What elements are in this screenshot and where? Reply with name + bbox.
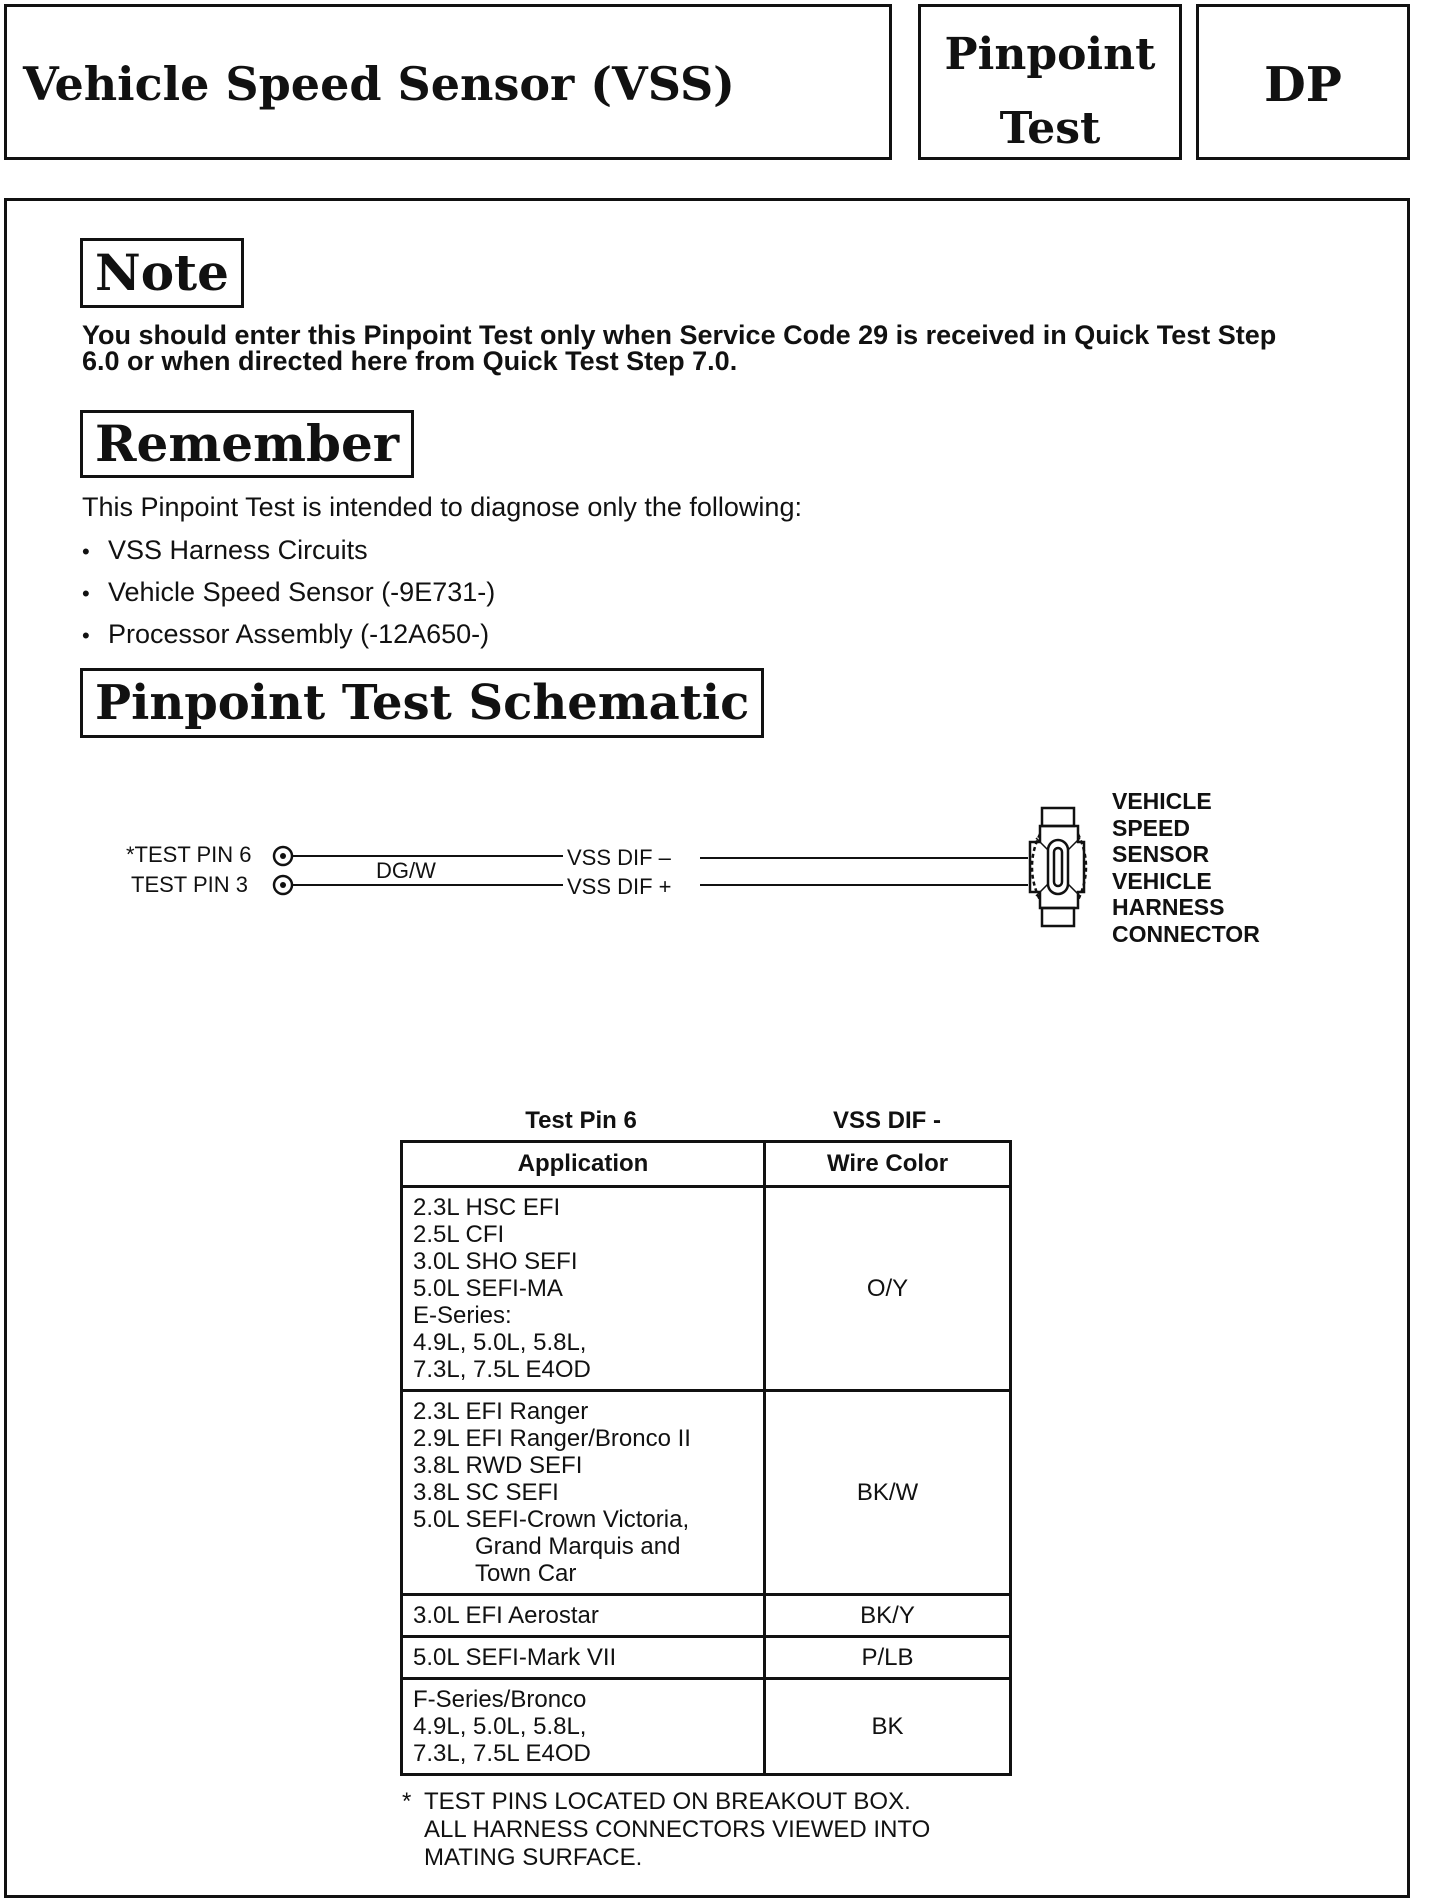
test-pin-3-label: TEST PIN 3: [131, 872, 248, 897]
column-header-application: Application: [402, 1142, 765, 1187]
test-pin-6-label: *TEST PIN 6: [126, 842, 252, 867]
wire-color-cell: BK: [765, 1679, 1011, 1775]
table-title-vss-dif: VSS DIF -: [832, 1107, 941, 1134]
footnote-line: MATING SURFACE.: [424, 1844, 643, 1871]
remember-heading: Remember: [95, 414, 400, 473]
table-row: [402, 1679, 1011, 1775]
remember-intro: This Pinpoint Test is intended to diagnose only the following:: [82, 492, 802, 522]
vss-harness-connector-icon: [1030, 808, 1086, 926]
application-cell: F-Series/Bronco 4.9L, 5.0L, 5.8L, 7.3L, 7.5L E4OD: [402, 1679, 765, 1775]
wire-color-cell: BK/W: [765, 1391, 1011, 1595]
column-header-wire-color: Wire Color: [765, 1142, 1011, 1187]
table-row: [402, 1637, 1011, 1679]
schematic-heading: Pinpoint Test Schematic: [95, 675, 750, 731]
footnote-line: ALL HARNESS CONNECTORS VIEWED INTO: [424, 1816, 931, 1843]
wire-color-cell: O/Y: [765, 1187, 1011, 1391]
section-code: DP: [1264, 57, 1342, 113]
pinpoint-label-line1: Pinpoint: [944, 29, 1156, 80]
wire-color-cell: BK/Y: [765, 1595, 1011, 1637]
application-cell: 2.3L HSC EFI 2.5L CFI 3.0L SHO SEFI 5.0L SEFI-MA E-Series: 4.9L, 5.0L, 5.8L, 7.3L, 7.5L E4OD: [402, 1187, 765, 1391]
list-item: • Processor Assembly (-12A650-): [82, 614, 495, 656]
application-cell: 2.3L EFI Ranger 2.9L EFI Ranger/Bronco II 3.8L RWD SEFI 3.8L SC SEFI 5.0L SEFI-Crown Victoria, Grand Marquis and Town Car: [402, 1391, 765, 1595]
page-title: Vehicle Speed Sensor (VSS): [23, 57, 735, 111]
pinpoint-label-line2: Test: [999, 103, 1101, 154]
wire-color-label: DG/W: [376, 858, 436, 883]
table-row: [402, 1187, 1011, 1391]
note-text: You should enter this Pinpoint Test only when Service Code 29 is received in Quick Test Step 6.0 or when directed here from Quick Test Step 7.0.: [82, 320, 1277, 376]
list-item: • VSS Harness Circuits: [82, 530, 495, 572]
application-cell: 3.0L EFI Aerostar: [402, 1595, 765, 1637]
footnote-star: *: [402, 1788, 412, 1815]
application-cell: 5.0L SEFI-Mark VII: [402, 1637, 765, 1679]
vss-dif-plus-label: VSS DIF +: [567, 874, 672, 899]
table-title-test-pin: Test Pin 6: [525, 1107, 637, 1134]
wire-color-table: [400, 1140, 1012, 1776]
list-item: • Vehicle Speed Sensor (-9E731-): [82, 572, 495, 614]
table-row: [402, 1595, 1011, 1637]
footnote: [402, 1788, 930, 1872]
footnote-line: TEST PINS LOCATED ON BREAKOUT BOX.: [424, 1788, 911, 1815]
table-row: [402, 1391, 1011, 1595]
sensor-connector-label: VEHICLE SPEED SENSOR VEHICLE HARNESS CONNECTOR: [1112, 788, 1260, 947]
note-heading: Note: [95, 243, 229, 302]
wire-color-cell: P/LB: [765, 1637, 1011, 1679]
vss-dif-minus-label: VSS DIF –: [567, 845, 671, 870]
